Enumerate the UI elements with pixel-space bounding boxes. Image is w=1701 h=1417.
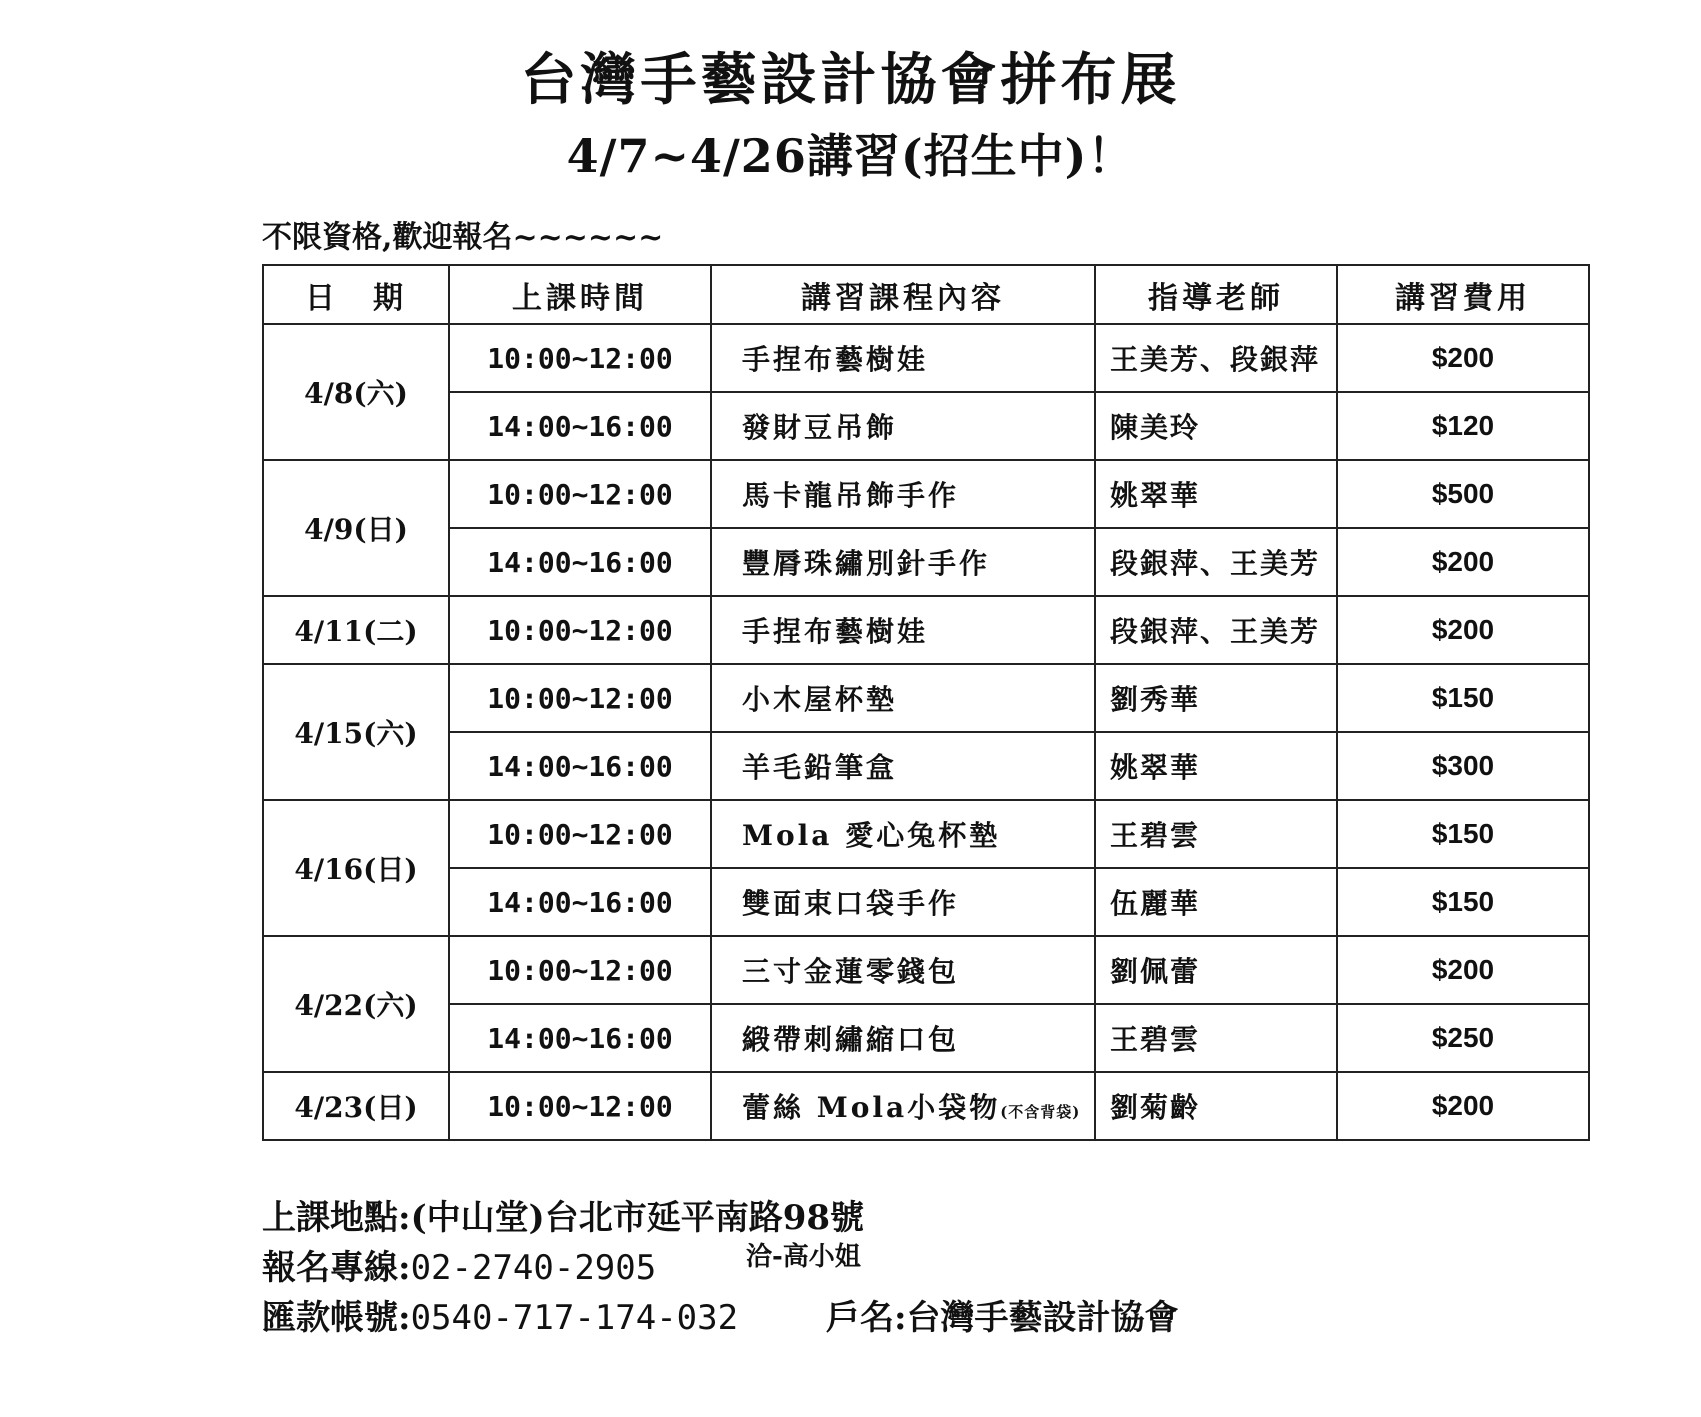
teacher-cell: 伍麗華 [1095,868,1337,936]
time-cell: 14:00~16:00 [449,528,711,596]
course-cell: 羊毛鉛筆盒 [711,732,1095,800]
account-label: 匯款帳號: [262,1298,411,1338]
teacher-cell: 王美芳、段銀萍 [1095,324,1337,392]
column-header-date: 日 期 [263,265,449,324]
fee-cell: $500 [1337,460,1589,528]
teacher-cell: 姚翠華 [1095,460,1337,528]
date-cell: 4/15(六) [263,664,449,800]
table-row [263,528,1589,596]
time-cell: 14:00~16:00 [449,868,711,936]
date-cell: 4/16(日) [263,800,449,936]
fee-cell: $150 [1337,868,1589,936]
table-row [263,1072,1589,1140]
column-header-fee: 講習費用 [1337,265,1589,324]
course-cell: 三寸金蓮零錢包 [711,936,1095,1004]
account-value: 0540-717-174-032 [410,1298,739,1338]
fee-cell: $250 [1337,1004,1589,1072]
location-label: 上課地點: [262,1198,411,1238]
course-cell: 手捏布藝樹娃 [711,324,1095,392]
column-header-teacher: 指導老師 [1095,265,1337,324]
teacher-cell: 段銀萍、王美芳 [1095,596,1337,664]
date-cell: 4/22(六) [263,936,449,1072]
time-cell: 10:00~12:00 [449,800,711,868]
date-cell: 4/9(日) [263,460,449,596]
course-cell: 發財豆吊飾 [711,392,1095,460]
course-cell: 雙面束口袋手作 [711,868,1095,936]
account-holder: 戶名:台灣手藝設計協會 [826,1298,1179,1338]
teacher-cell: 劉菊齡 [1095,1072,1337,1140]
date-cell: 4/23(日) [263,1072,449,1140]
table-header-row [263,265,1589,324]
column-header-course: 講習課程內容 [711,265,1095,324]
teacher-cell: 王碧雲 [1095,800,1337,868]
teacher-cell: 姚翠華 [1095,732,1337,800]
teacher-cell: 王碧雲 [1095,1004,1337,1072]
table-row [263,936,1589,1004]
time-cell: 14:00~16:00 [449,1004,711,1072]
teacher-cell: 劉秀華 [1095,664,1337,732]
course-name: 蕾絲 Mola小袋物 [742,1091,1001,1124]
teacher-cell: 陳美玲 [1095,392,1337,460]
table-row [263,664,1589,732]
fee-cell: $200 [1337,596,1589,664]
fee-cell: $300 [1337,732,1589,800]
table-row [263,324,1589,392]
fee-cell: $150 [1337,664,1589,732]
date-cell: 4/8(六) [263,324,449,460]
intro-text: 不限資格,歡迎報名~~~~~~ [262,220,664,255]
page-subtitle: 4/7~4/26講習(招生中)！ [566,129,1135,183]
time-cell: 10:00~12:00 [449,1072,711,1140]
table-body [263,324,1589,1140]
time-cell: 10:00~12:00 [449,460,711,528]
course-cell: 馬卡龍吊飾手作 [711,460,1095,528]
fee-cell: $150 [1337,800,1589,868]
fee-cell: $200 [1337,1072,1589,1140]
fee-cell: $200 [1337,528,1589,596]
phone-label: 報名專線: [262,1248,411,1288]
course-cell: 手捏布藝樹娃 [711,596,1095,664]
date-cell: 4/11(二) [263,596,449,664]
time-cell: 10:00~12:00 [449,936,711,1004]
time-cell: 14:00~16:00 [449,392,711,460]
table-row [263,392,1589,460]
course-cell [711,1072,1095,1140]
course-cell: 緞帶刺繡縮口包 [711,1004,1095,1072]
phone-line [262,1240,656,1289]
table-row [263,868,1589,936]
contact-person: 洽-高小姐 [746,1242,861,1272]
fee-cell: $120 [1337,392,1589,460]
page-title: 台灣手藝設計協會拼布展 [520,47,1181,113]
account-line [262,1290,738,1339]
teacher-cell: 段銀萍、王美芳 [1095,528,1337,596]
table-row [263,732,1589,800]
location-line [262,1190,864,1239]
location-value: (中山堂)台北市延平南路98號 [410,1198,865,1238]
table-row [263,596,1589,664]
time-cell: 14:00~16:00 [449,732,711,800]
time-cell: 10:00~12:00 [449,596,711,664]
teacher-cell: 劉佩蕾 [1095,936,1337,1004]
fee-cell: $200 [1337,324,1589,392]
time-cell: 10:00~12:00 [449,324,711,392]
schedule-table [262,264,1590,1141]
table-row [263,800,1589,868]
course-cell: 小木屋杯墊 [711,664,1095,732]
fee-cell: $200 [1337,936,1589,1004]
table-row [263,460,1589,528]
column-header-time: 上課時間 [449,265,711,324]
table-row [263,1004,1589,1072]
phone-value: 02-2740-2905 [410,1248,657,1288]
course-cell: 豐脣珠繡別針手作 [711,528,1095,596]
course-cell: Mola 愛心兔杯墊 [711,800,1095,868]
time-cell: 10:00~12:00 [449,664,711,732]
course-note: (不含背袋) [1000,1103,1081,1121]
